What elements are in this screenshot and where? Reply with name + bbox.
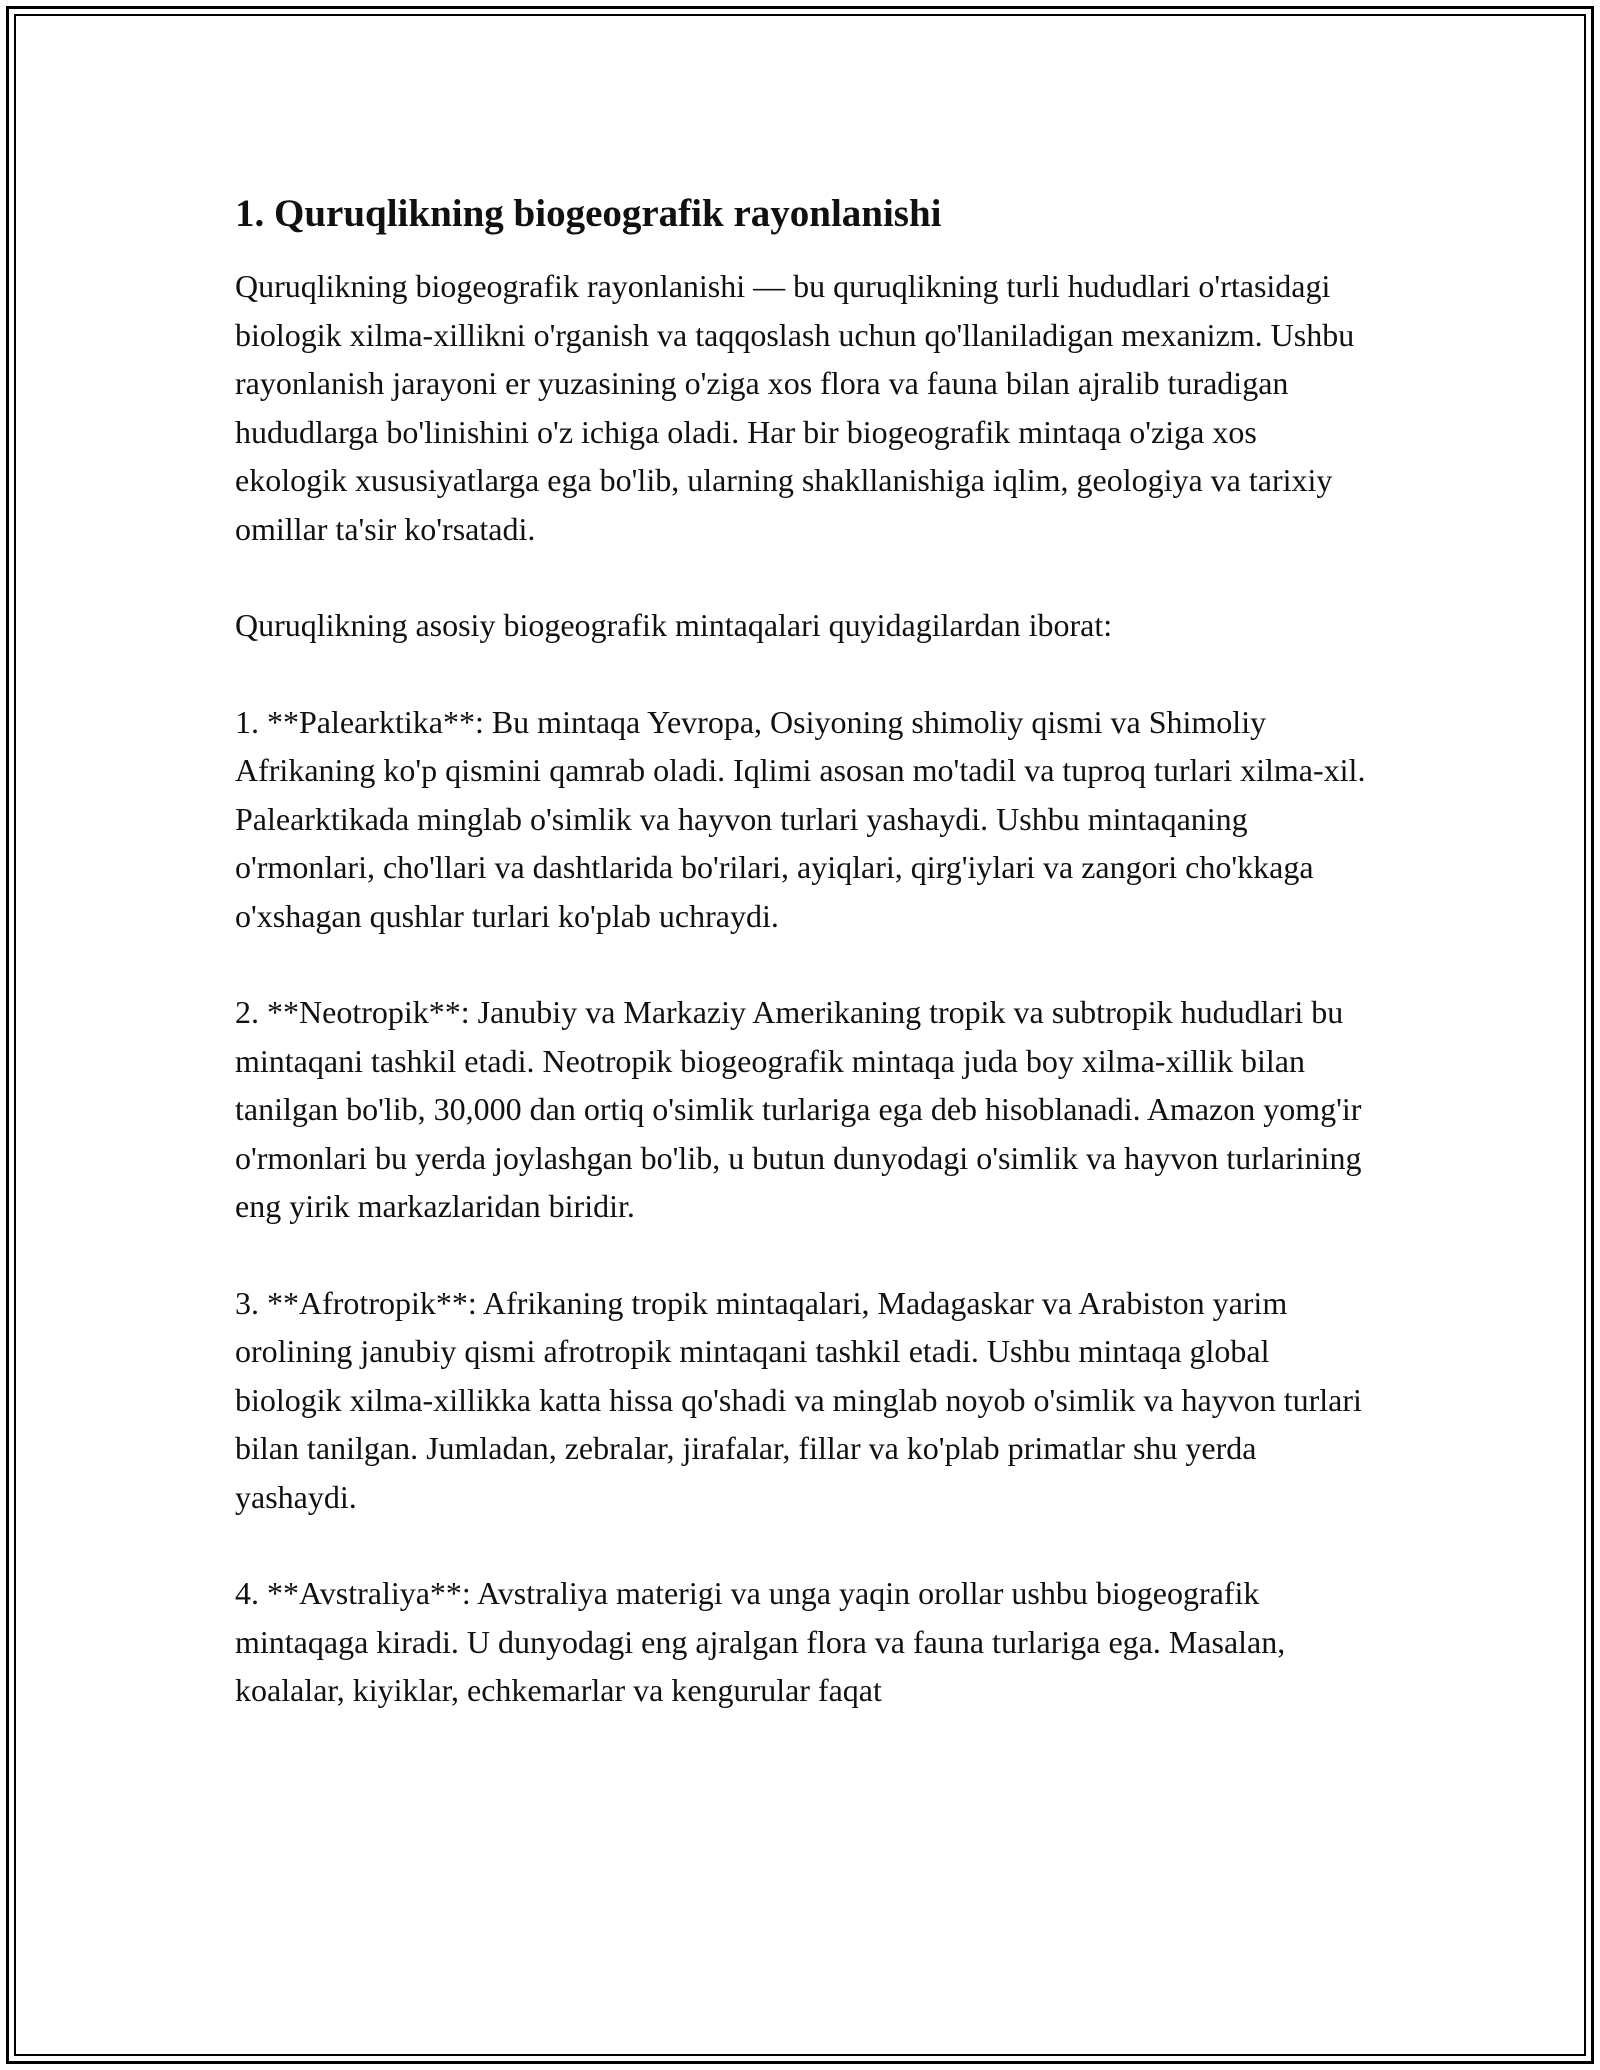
paragraph-neotropic: 2. **Neotropik**: Janubiy va Markaziy Amerikaning tropik va subtropik hududlari bu mintaqani tashkil etadi. Neotropik biogeografik mintaqa juda boy xilma-xillik bilan tanilgan bo'lib, 30,000 dan ortiq o'simlik turlariga ega deb hisoblanadi. Amazon yomg'ir o'rmonlari bu yerda joylashgan bo'lib, u butun dunyodagi o'simlik va hayvon turlarining eng yirik markazlaridan biridir. — [235, 994, 1362, 1224]
document-body — [235, 188, 1375, 1715]
document-title: 1. Quruqlikning biogeografik rayonlanishi — [235, 192, 942, 235]
paragraph-australia: 4. **Avstraliya**: Avstraliya materigi va unga yaqin orollar ushbu biogeografik mintaqaga kiradi. U dunyodagi eng ajralgan flora va fauna turlariga ega. Masalan, koalalar, kiyiklar, echkemarlar va kengurular faqat — [235, 1575, 1286, 1708]
paragraph-palearctic: 1. **Palearktika**: Bu mintaqa Yevropa, Osiyoning shimoliy qismi va Shimoliy Afrikaning ko'p qismini qamrab oladi. Iqlimi asosan mo'tadil va tuproq turlari xilma-xil. Palearktikada minglab o'simlik va hayvon turlari yashaydi. Ushbu mintaqaning o'rmonlari, cho'llari va dashtlarida bo'rilari, ayiqlari, qirg'iylari va zangori cho'kkaga o'xshagan qushlar turlari ko'plab uchraydi. — [235, 703, 1366, 934]
paragraph-list-lead: Quruqlikning asosiy biogeografik mintaqalari quyidagilardan iborat: — [235, 607, 1113, 643]
paragraph-intro: Quruqlikning biogeografik rayonlanishi — bu quruqlikning turli hududlari o'rtasidagi biologik xilma-xillikni o'rganish va taqqoslash uchun qo'llaniladigan mexanizm. Ushbu rayonlanish jarayoni er yuzasining o'ziga xos flora va fauna bilan ajralib turadigan hududlarga bo'linishini o'z ichiga oladi. Har bir biogeografik mintaqa o'ziga xos ekologik xususiyatlarga ega bo'lib, ularning shakllanishiga iqlim, geologiya va tarixiy omillar ta'sir ko'rsatadi. — [235, 268, 1355, 547]
paragraph-afrotropic: 3. **Afrotropik**: Afrikaning tropik mintaqalari, Madagaskar va Arabiston yarim orolining janubiy qismi afrotropik mintaqani tashkil etadi. Ushbu mintaqa global biologik xilma-xillikka katta hissa qo'shadi va minglab noyob o'simlik va hayvon turlari bilan tanilgan. Jumladan, zebralar, jirafalar, fillar va ko'plab primatlar shu yerda yashaydi. — [235, 1284, 1362, 1515]
